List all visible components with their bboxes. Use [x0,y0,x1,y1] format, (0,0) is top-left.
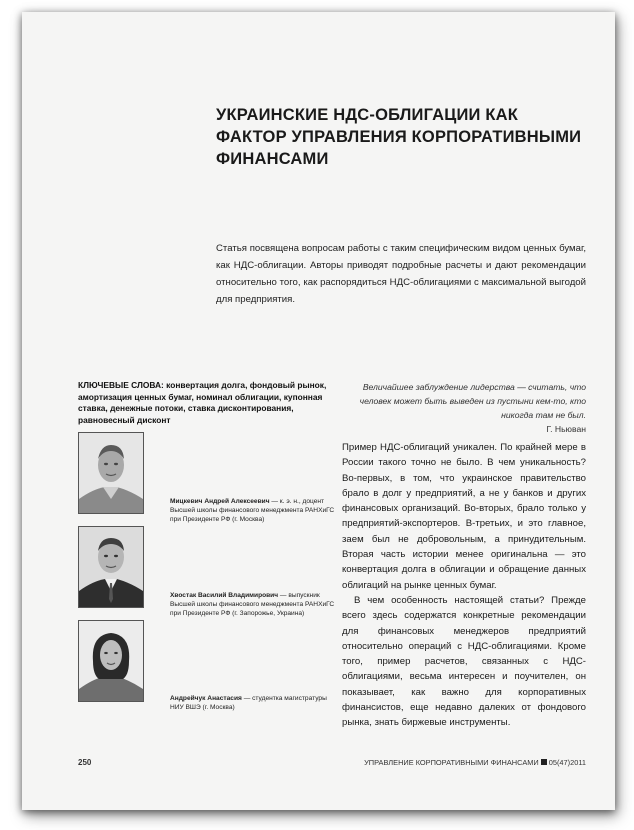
author-name: Хвостак Василий Владимирович [170,592,279,599]
author-info: — выпускник Высшей школы финансового менеджмента РАНХиГС при Президенте РФ (г. Запорожье, Украина) [170,592,335,617]
epigraph-quote: Величайшее заблуждение лидерства — считать, что человек может быть выведен из пустыни кем-то, кто никогда там не был. [359,382,586,420]
keywords-block [78,380,330,426]
article-title: УКРАИНСКИЕ НДС-ОБЛИГАЦИИ КАК ФАКТОР УПРАВЛЕНИЯ КОРПОРАТИВНЫМИ ФИНАНСАМИ [216,106,582,168]
author-caption [170,694,340,712]
square-bullet-icon [541,759,547,765]
epigraph-author: Г. Ньюван [546,424,586,434]
journal-page [22,12,615,810]
author-photo [78,432,144,514]
author-caption [170,591,340,618]
keywords-text: конвертация долга, фондовый рынок, амортизация ценных бумаг, номинал облигации, купонная ставка, денежные потоки, ставка дисконтирования, равновесный дисконт [78,380,327,425]
author-name: Мицкевич Андрей Алексеевич [170,498,270,505]
page-number: 250 [78,758,92,767]
keywords-label: КЛЮЧЕВЫЕ СЛОВА: [78,380,164,390]
page-footer [78,758,586,770]
author-caption [170,497,340,524]
body-paragraph: Пример НДС-облигаций уникален. По крайней мере в России такого точно не было. В чем уникальность? Во-первых, в том, что украинское правительство брало в долг у предприятий, а не у банков и других финансовых организаций. Во-вторых, брало только у предприятий-экспортеров. В-третьих, и это главное, заем был не добровольным, а принудительным. Вторая часть истории менее оригинальна — это конвертация долга в облигации и обращение данных облигаций на рынке ценных бумаг. [342,442,586,591]
author-card [78,620,338,710]
author-photo [78,620,144,702]
journal-issue: 05(47)2011 [548,758,586,767]
author-name: Андрейчук Анастасия [170,695,242,702]
epigraph [342,380,586,436]
journal-name: УПРАВЛЕНИЕ КОРПОРАТИВНЫМИ ФИНАНСАМИ [364,758,539,767]
author-info: — к. э. н., доцент Высшей школы финансового менеджмента РАНХиГС при Президенте РФ (г. Москва) [170,498,335,523]
author-info: — студентка магистратуры НИУ ВШЭ (г. Москва) [170,695,327,711]
author-card [78,526,338,616]
article-body [342,440,586,731]
author-card [78,432,338,522]
author-photo [78,526,144,608]
body-paragraph: В чем особенность настоящей статьи? Прежде всего здесь содержатся конкретные рекомендации для финансовых менеджеров предприятий относительно операций с НДС-облигациями. Кроме того, пример расчетов, связанных с НДС-облигациями, весьма интересен и поучителен, он показывает, как важно для корпоративных финансистов, еще недавно далеких от фондового рынка, знать биржевые инструменты. [342,594,586,729]
journal-info [364,758,586,767]
article-abstract: Статья посвящена вопросам работы с таким специфическим видом ценных бумаг, как НДС-облигации. Авторы приводят подробные расчеты и дают рекомендации относительно того, как распорядиться НДС-облигациями с максимальной выгодой для предприятия. [216,243,586,305]
